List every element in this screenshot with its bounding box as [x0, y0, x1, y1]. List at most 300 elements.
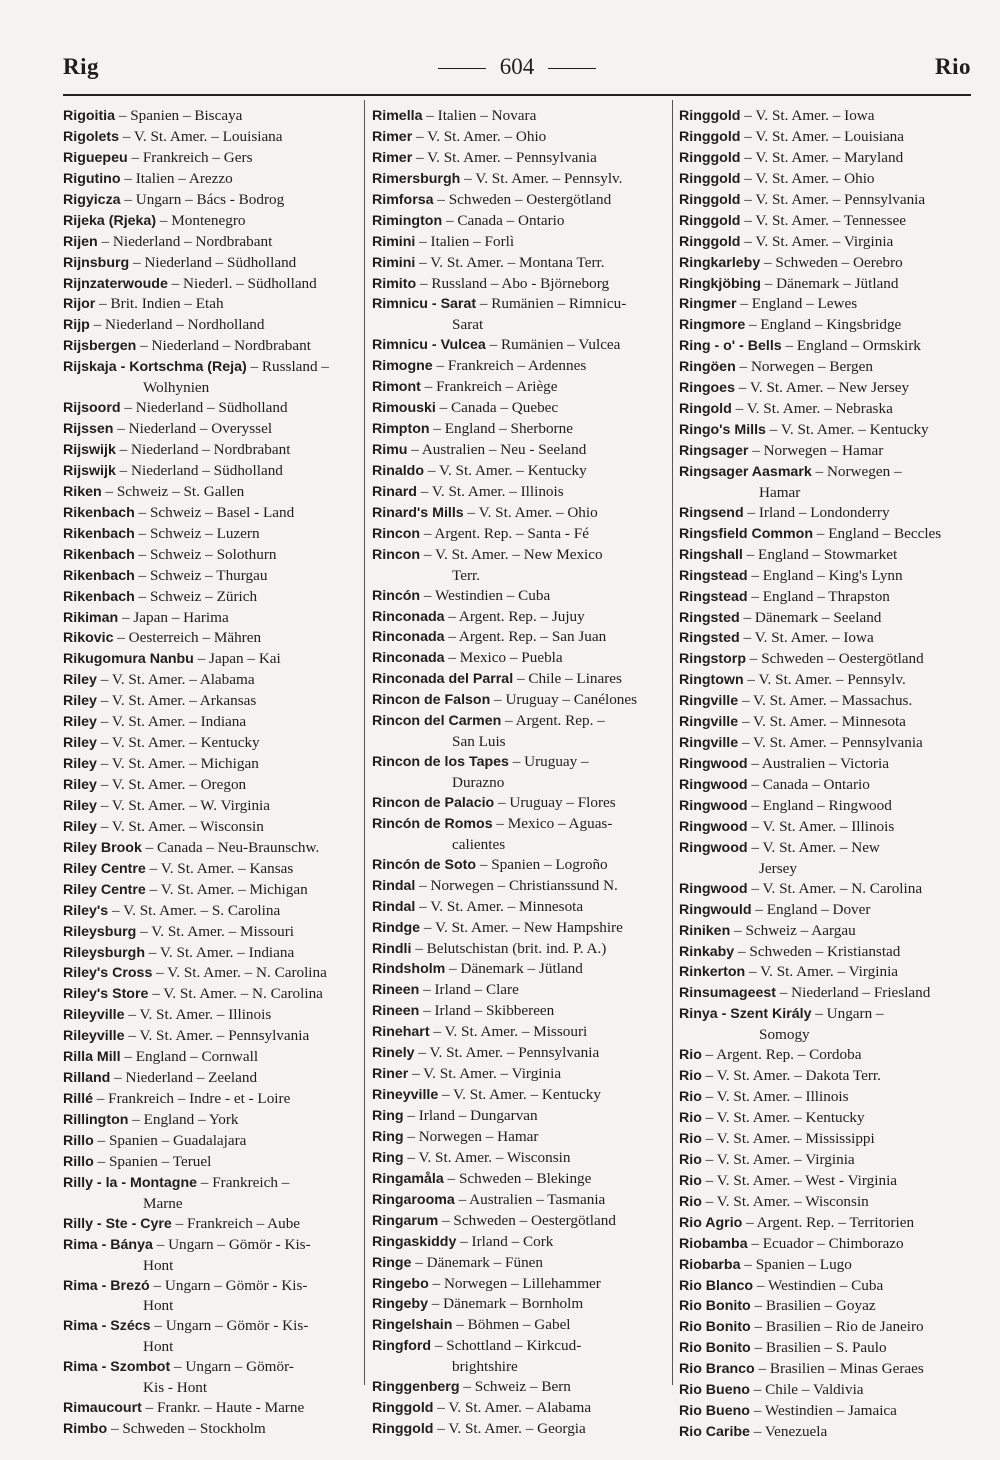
entry-continuation: Jersey — [759, 859, 797, 877]
gazetteer-entry — [63, 503, 353, 524]
page-number: 604 — [499, 54, 535, 79]
entry-location: – V. St. Amer. – Maryland — [740, 148, 904, 166]
entry-place-name: Rio — [679, 1110, 702, 1126]
entry-location: – Irland – Londonderry — [743, 503, 890, 521]
gazetteer-entry — [679, 1276, 969, 1297]
entry-place-name: Rillo — [63, 1132, 94, 1149]
entry-place-name: Rijswijk — [63, 462, 116, 479]
gazetteer-entry — [372, 669, 662, 690]
entry-location: – V. St. Amer. – New — [747, 838, 880, 856]
gazetteer-entry — [63, 880, 353, 901]
entry-location: – Brasilien – Rio de Janeiro — [750, 1318, 924, 1336]
entry-location: – Dänemark – Jütland — [760, 274, 899, 292]
entry-place-name: Ringsend — [679, 504, 744, 521]
gazetteer-entry — [63, 608, 353, 629]
entry-place-name: Riley — [63, 714, 97, 731]
entry-location: – Niederland – Friesland — [775, 984, 931, 1002]
gazetteer-entry — [679, 357, 969, 378]
entry-location: – V. St. Amer. – Virginia — [740, 232, 894, 250]
entry-location: – Argent. Rep. – Cordoba — [701, 1046, 862, 1064]
gazetteer-entry — [63, 922, 353, 943]
entry-place-name: Ringford — [372, 1338, 432, 1355]
entry-place-name: Rikenbach — [63, 567, 135, 584]
entry-location: – Dänemark – Bornholm — [427, 1295, 584, 1313]
entry-location: – V. St. Amer. – Kentucky — [701, 1109, 865, 1126]
gazetteer-entry — [372, 1169, 662, 1190]
gazetteer-entry — [372, 918, 662, 939]
entry-continuation: Hamar — [759, 483, 801, 501]
entry-place-name: Rimini — [372, 233, 416, 250]
entry-place-name: Rincón de Romos — [372, 815, 493, 832]
entry-place-name: Rincon de Palacio — [372, 794, 495, 811]
gazetteer-entry — [63, 1005, 353, 1026]
entry-location: – Italien – Novara — [422, 107, 537, 124]
gazetteer-entry — [679, 900, 969, 921]
entry-place-name: Rileyville — [63, 1028, 125, 1045]
entry-location: – Frankreich – — [197, 1173, 290, 1191]
gazetteer-entry — [63, 419, 353, 440]
entry-place-name: Riley — [63, 672, 97, 689]
entry-place-name: Rijswijk — [63, 442, 116, 458]
entry-location: – Böhmen – Gabel — [452, 1316, 571, 1334]
gazetteer-entry — [679, 1255, 969, 1276]
entry-location: – V. St. Amer. – Oregon — [96, 776, 247, 793]
entry-location: – V. St. Amer. – Wisconsin — [701, 1192, 869, 1210]
entry-place-name: Ringkarleby — [679, 254, 761, 271]
entry-location: – V. St. Amer. – Pennsylvania — [414, 1044, 600, 1062]
gazetteer-entry — [63, 1089, 353, 1110]
gazetteer-entry — [679, 378, 969, 399]
gazetteer-entry — [63, 754, 353, 775]
entry-location: – V. St. Amer. – N. Carolina — [152, 964, 327, 982]
gazetteer-entry — [372, 1274, 662, 1295]
gazetteer-entry — [372, 1106, 662, 1127]
gazetteer-entry — [372, 1085, 662, 1106]
entry-place-name: Ringville — [679, 693, 739, 710]
entry-location: – V. St. Amer. – N. Carolina — [148, 985, 323, 1003]
entry-location: – Uruguay – — [508, 753, 589, 771]
gazetteer-entry — [679, 775, 969, 796]
gazetteer-entry — [63, 733, 353, 754]
entry-location: – England – Thrapston — [747, 587, 890, 605]
entry-place-name: Ringgold — [679, 233, 741, 250]
entry-place-name: Riley's — [63, 902, 109, 919]
gazetteer-entry — [63, 1152, 353, 1173]
entry-location: – V. St. Amer. – Pennsylvania — [124, 1027, 310, 1045]
entry-place-name: Riley — [63, 693, 97, 710]
entry-place-name: Riley — [63, 735, 97, 752]
gazetteer-entry — [63, 796, 353, 817]
entry-place-name: Rillington — [63, 1112, 129, 1128]
entry-location: – England – Cornwall — [120, 1048, 259, 1066]
gazetteer-entry — [679, 1066, 969, 1087]
entry-location: – V. St. Amer. – Iowa — [739, 629, 874, 647]
page-header — [63, 54, 971, 86]
gazetteer-entry — [372, 169, 662, 190]
gazetteer-entry — [63, 190, 353, 211]
entry-place-name: Ringe — [372, 1254, 412, 1271]
gazetteer-entry — [63, 628, 353, 649]
gazetteer-entry — [679, 608, 969, 629]
entry-location: – Brasilien – S. Paulo — [750, 1339, 887, 1357]
entry-location: – Spanien – Guadalajara — [93, 1131, 247, 1149]
entry-location: – V. St. Amer. – Missouri — [429, 1023, 588, 1041]
gazetteer-entry — [679, 1129, 969, 1150]
entry-place-name: Rilland — [63, 1070, 111, 1087]
entry-continuation: Hont — [143, 1338, 174, 1356]
entry-place-name: Rio Agrio — [679, 1214, 743, 1231]
entry-location: – Canada – Neu-Braunschw. — [141, 838, 320, 856]
entry-location: – Frankr. – Haute - Marne — [141, 1399, 305, 1417]
entry-place-name: Rindsholm — [372, 961, 446, 978]
gazetteer-entry — [372, 1232, 662, 1253]
entry-location: – V. St. Amer. – New Hampshire — [420, 918, 623, 936]
gazetteer-entry — [63, 336, 353, 357]
entry-location: – Frankreich – Ariège — [420, 378, 558, 396]
entry-place-name: Rilly - la - Montagne — [63, 1174, 197, 1191]
column-divider-2 — [672, 100, 673, 1385]
entry-place-name: Ringelshain — [372, 1317, 453, 1334]
entry-place-name: Ringstead — [679, 567, 748, 584]
entry-location: – Irland – Cork — [456, 1232, 554, 1250]
entry-place-name: Rijskaja - Kortschma (Reja) — [63, 359, 247, 376]
entry-location: – Italien – Arezzo — [120, 169, 233, 187]
entry-place-name: Rinconada del Parral — [372, 671, 514, 688]
gazetteer-entry — [679, 1317, 969, 1338]
gazetteer-entry — [372, 274, 662, 295]
entry-location: – Russland – Abo - Björneborg — [416, 274, 610, 292]
entry-location: – V. St. Amer. – Wisconsin — [403, 1148, 571, 1166]
gazetteer-column-3 — [679, 106, 969, 1443]
gazetteer-entry — [679, 315, 969, 336]
entry-place-name: Rinsumageest — [679, 985, 776, 1002]
entry-location: – Schweiz – Solothurn — [134, 545, 277, 563]
gazetteer-entry — [372, 1022, 662, 1043]
entry-location: – Schweden – Oerebro — [760, 253, 903, 271]
entry-location: – Norwegen – Bergen — [735, 358, 873, 376]
gazetteer-entry — [372, 980, 662, 1001]
entry-location: – Montenegro — [156, 211, 246, 229]
gazetteer-entry — [63, 357, 353, 398]
entry-location: – Westindien – Cuba — [420, 586, 551, 604]
entry-place-name: Rimbo — [63, 1421, 108, 1438]
entry-place-name: Ringgenberg — [372, 1379, 460, 1396]
entry-place-name: Rio — [679, 1047, 702, 1064]
entry-continuation: San Luis — [452, 733, 506, 751]
entry-location: – Brasilien – Minas Geraes — [754, 1360, 924, 1378]
entry-location: – Irland – Clare — [419, 981, 519, 999]
entry-location: – England – King's Lynn — [747, 566, 903, 584]
gazetteer-entry — [679, 1359, 969, 1380]
entry-place-name: Rijen — [63, 233, 98, 250]
entry-place-name: Rio Bueno — [679, 1403, 750, 1420]
entry-location: – Uruguay – Canélones — [490, 691, 638, 709]
entry-place-name: Rimforsa — [372, 191, 434, 208]
gazetteer-entry — [679, 921, 969, 942]
entry-place-name: Rimnicu - Sarat — [372, 296, 477, 313]
gazetteer-entry — [63, 398, 353, 419]
entry-place-name: Rio Bueno — [679, 1382, 750, 1399]
entry-location: – V. St. Amer. – Kansas — [145, 859, 294, 877]
entry-place-name: Ringsager — [679, 443, 749, 459]
gazetteer-entry — [63, 232, 353, 253]
gazetteer-entry — [372, 648, 662, 669]
entry-location: – England – Kingsbridge — [745, 316, 902, 334]
entry-location: – England – Beccles — [813, 524, 942, 542]
entry-place-name: Ringgold — [372, 1400, 434, 1417]
entry-place-name: Rinaldo — [372, 462, 425, 479]
entry-place-name: Rimer — [372, 149, 413, 166]
entry-location: – V. St. Amer. – Massachus. — [738, 692, 913, 710]
entry-location: – Niederland – Südholland — [120, 399, 288, 417]
entry-location: – Australien – Neu - Seeland — [407, 441, 587, 458]
entry-place-name: Rincón de Soto — [372, 856, 477, 873]
entry-location: – Niederland – Overyssel — [113, 420, 273, 438]
gazetteer-entry — [372, 793, 662, 814]
gazetteer-entry — [63, 294, 353, 315]
gazetteer-entry — [63, 1419, 353, 1440]
gazetteer-entry — [679, 1338, 969, 1359]
gazetteer-entry — [679, 879, 969, 900]
gazetteer-entry — [372, 1001, 662, 1022]
entry-location: – Niederland – Nordbrabant — [115, 441, 291, 458]
entry-location: – V. St. Amer. – Ohio — [412, 127, 547, 145]
entry-location: – V. St. Amer. – Pennsylvania — [412, 148, 597, 166]
gazetteer-entry — [63, 1214, 353, 1235]
entry-place-name: Rijnsburg — [63, 254, 130, 271]
entry-location: – Schweiz – Aargau — [730, 921, 856, 939]
entry-location: – England – Stowmarket — [742, 545, 898, 563]
gazetteer-entry — [63, 211, 353, 232]
entry-place-name: Rinconada — [372, 629, 445, 646]
entry-location: – Canada – Ontario — [442, 211, 565, 229]
entry-place-name: Ringgold — [679, 149, 741, 166]
entry-location: – Schweiz – Bern — [459, 1378, 571, 1396]
entry-place-name: Ringgold — [372, 1421, 434, 1438]
gazetteer-entry — [679, 148, 969, 169]
entry-place-name: Ringwould — [679, 901, 752, 918]
entry-location: – Frankreich – Gers — [127, 148, 253, 166]
entry-place-name: Rimini — [372, 254, 416, 271]
entry-location: – V. St. Amer. – S. Carolina — [108, 901, 281, 919]
entry-location: – Irland – Skibbereen — [419, 1002, 555, 1020]
entry-location: – V. St. Amer. – Minnesota — [738, 713, 906, 731]
gazetteer-entry — [679, 106, 969, 127]
entry-place-name: Rio — [679, 1193, 702, 1210]
entry-place-name: Rinard's Mills — [372, 504, 464, 521]
entry-location: – Ungarn – Gömör - Kis- — [149, 1276, 308, 1294]
entry-continuation: Durazno — [452, 774, 505, 791]
entry-place-name: Rigoitia — [63, 108, 116, 124]
entry-location: – Uruguay – Flores — [494, 793, 616, 811]
entry-location: – Frankreich – Aube — [171, 1214, 301, 1232]
gazetteer-entry — [372, 398, 662, 419]
gazetteer-entry — [679, 545, 969, 566]
gazetteer-entry — [679, 670, 969, 691]
entry-location: – V. St. Amer. – Michigan — [145, 880, 308, 898]
entry-continuation: Kis - Hont — [143, 1379, 208, 1397]
entry-location: – V. St. Amer. – Nebraska — [731, 400, 893, 418]
gazetteer-entry — [63, 649, 353, 670]
entry-place-name: Rincon — [372, 525, 421, 542]
entry-location: – V. St. Amer. – Dakota Terr. — [701, 1067, 881, 1085]
entry-place-name: Ringwood — [679, 756, 748, 773]
gazetteer-entry — [679, 190, 969, 211]
entry-place-name: Ringkjöbing — [679, 275, 761, 292]
entry-location: – V. St. Amer. – Michigan — [96, 755, 259, 773]
entry-place-name: Rimito — [372, 275, 417, 292]
gazetteer-entry — [63, 1131, 353, 1152]
gazetteer-entry — [372, 814, 662, 855]
entry-place-name: Rincon del Carmen — [372, 713, 502, 730]
gazetteer-entry — [679, 253, 969, 274]
entry-place-name: Riniken — [679, 922, 731, 939]
entry-location: – Westindien – Cuba — [753, 1276, 884, 1294]
entry-location: – V. St. Amer. – New Jersey — [734, 379, 910, 397]
entry-place-name: Rio — [679, 1151, 702, 1168]
entry-place-name: Ringsfield Common — [679, 525, 813, 542]
gazetteer-entry — [63, 1398, 353, 1419]
gazetteer-entry — [63, 1316, 353, 1357]
entry-place-name: Ring - o' - Bells — [679, 338, 782, 355]
entry-place-name: Riley — [63, 777, 97, 793]
entry-place-name: Rimnicu - Vulcea — [372, 337, 486, 354]
entry-location: – Schweiz – Thurgau — [134, 566, 268, 584]
entry-location: – England – Sherborne — [429, 420, 573, 438]
entry-location: – Ecuador – Chimborazo — [747, 1234, 904, 1252]
gazetteer-entry — [63, 440, 353, 461]
entry-place-name: Rindal — [372, 877, 416, 894]
gazetteer-entry — [372, 1377, 662, 1398]
gazetteer-entry — [679, 441, 969, 462]
entry-location: – V. St. Amer. – Ohio — [463, 503, 598, 521]
gazetteer-entry — [63, 482, 353, 503]
entry-place-name: Rikenbach — [63, 546, 135, 563]
entry-place-name: Rinkerton — [679, 964, 746, 981]
entry-place-name: Rio Bonito — [679, 1340, 751, 1357]
entry-location: – Frankreich – Ardennes — [432, 357, 587, 375]
entry-place-name: Rindli — [372, 940, 412, 957]
entry-place-name: Ringoes — [679, 380, 735, 397]
entry-place-name: Rincon — [372, 546, 421, 563]
entry-place-name: Rincon de Falson — [372, 692, 491, 709]
entry-place-name: Rilla Mill — [63, 1049, 121, 1066]
entry-continuation: Sarat — [452, 316, 484, 334]
entry-location: – Ungarn – Gömör - Kis- — [150, 1317, 309, 1335]
entry-location: – Norwegen – — [811, 462, 902, 480]
entry-place-name: Ringo's Mills — [679, 422, 766, 439]
entry-location: – Frankreich – Indre - et - Loire — [92, 1090, 291, 1108]
entry-location: – V. St. Amer. – Minnesota — [415, 897, 584, 915]
entry-place-name: Rinconada — [372, 608, 445, 625]
gazetteer-entry — [63, 524, 353, 545]
gazetteer-entry — [372, 1148, 662, 1169]
gazetteer-entry — [372, 876, 662, 897]
entry-location: – England – Ringwood — [747, 796, 892, 814]
entry-place-name: Rinely — [372, 1045, 415, 1062]
entry-location: – Niederland – Nordbrabant — [97, 232, 273, 250]
entry-place-name: Ringaskiddy — [372, 1233, 457, 1250]
entry-place-name: Rindge — [372, 919, 421, 936]
entry-location: – Spanien – Biscaya — [115, 107, 243, 124]
gazetteer-entry — [63, 106, 353, 127]
entry-location: – V. St. Amer. – Missouri — [136, 922, 294, 940]
entry-place-name: Rijeka (Rjeka) — [63, 212, 157, 229]
gazetteer-entry — [63, 545, 353, 566]
entry-location: – Dänemark – Seeland — [739, 608, 882, 626]
entry-place-name: Rikenbach — [63, 504, 135, 521]
entry-location: – Mexico – Aguas- — [492, 814, 613, 832]
entry-location: – Italien – Forlì — [415, 232, 515, 250]
entry-location: – V. St. Amer. – Kentucky — [438, 1086, 601, 1104]
entry-location: – Ungarn – Gömör - Kis- — [152, 1235, 311, 1253]
entry-place-name: Rigyicza — [63, 191, 121, 208]
entry-location: – V. St. Amer. – N. Carolina — [747, 879, 923, 897]
entry-place-name: Ringwood — [679, 818, 748, 835]
entry-place-name: Ringgold — [679, 128, 741, 145]
entry-place-name: Rimington — [372, 212, 443, 229]
entry-place-name: Ringeby — [372, 1296, 428, 1313]
entry-place-name: Rinard — [372, 483, 417, 500]
entry-place-name: Ringamåla — [372, 1170, 444, 1187]
gazetteer-entry — [372, 855, 662, 876]
entry-location: – Schweden – Blekinge — [443, 1169, 592, 1187]
entry-location: – Niederl. – Südholland — [167, 274, 317, 292]
entry-place-name: Riley's Store — [63, 986, 149, 1003]
entry-location: – Norwegen – Christianssund N. — [415, 876, 618, 894]
entry-place-name: Ringold — [679, 401, 732, 418]
gazetteer-entry — [679, 1401, 969, 1422]
entry-location: – V. St. Amer. – Tennessee — [740, 211, 907, 229]
gazetteer-entry — [63, 691, 353, 712]
gazetteer-entry — [372, 711, 662, 752]
entry-location: – England – Ormskirk — [781, 337, 921, 355]
gazetteer-entry — [679, 1004, 969, 1045]
entry-place-name: Ringsager Aasmark — [679, 463, 812, 480]
entry-location: – Chile – Valdivia — [749, 1381, 864, 1399]
entry-place-name: Rio — [679, 1068, 702, 1085]
entry-place-name: Ringstead — [679, 588, 748, 605]
gazetteer-entry — [679, 817, 969, 838]
entry-place-name: Rilly - Ste - Cyre — [63, 1215, 172, 1232]
entry-location: – Irland – Dungarvan — [403, 1107, 538, 1124]
entry-place-name: Rillé — [63, 1091, 93, 1108]
gazetteer-entry — [63, 670, 353, 691]
entry-location: – V. St. Amer. – Illinois — [701, 1088, 849, 1106]
gazetteer-entry — [372, 1294, 662, 1315]
gazetteer-entry — [679, 1108, 969, 1129]
gazetteer-entry — [679, 336, 969, 357]
entry-location: – V. St. Amer. – Alabama — [96, 671, 255, 689]
gazetteer-entry — [63, 587, 353, 608]
entry-continuation: calientes — [452, 835, 506, 853]
entry-location: – V. St. Amer. – Pennsylvania — [740, 190, 926, 208]
entry-location: – V. St. Amer. – Indiana — [145, 943, 295, 961]
entry-place-name: Rio — [679, 1130, 702, 1147]
gazetteer-entry — [372, 356, 662, 377]
entry-place-name: Riley — [63, 818, 97, 835]
gazetteer-entry — [63, 1047, 353, 1068]
entry-place-name: Ringgold — [679, 170, 741, 187]
gazetteer-entry — [679, 587, 969, 608]
entry-place-name: Rikenbach — [63, 588, 135, 605]
gazetteer-entry — [679, 649, 969, 670]
gazetteer-entry — [372, 1398, 662, 1419]
entry-location: – V. St. Amer. – Illinois — [416, 482, 564, 500]
gazetteer-entry — [679, 962, 969, 983]
entry-location: – Schweiz – Basel - Land — [134, 503, 295, 521]
gazetteer-entry — [679, 211, 969, 232]
